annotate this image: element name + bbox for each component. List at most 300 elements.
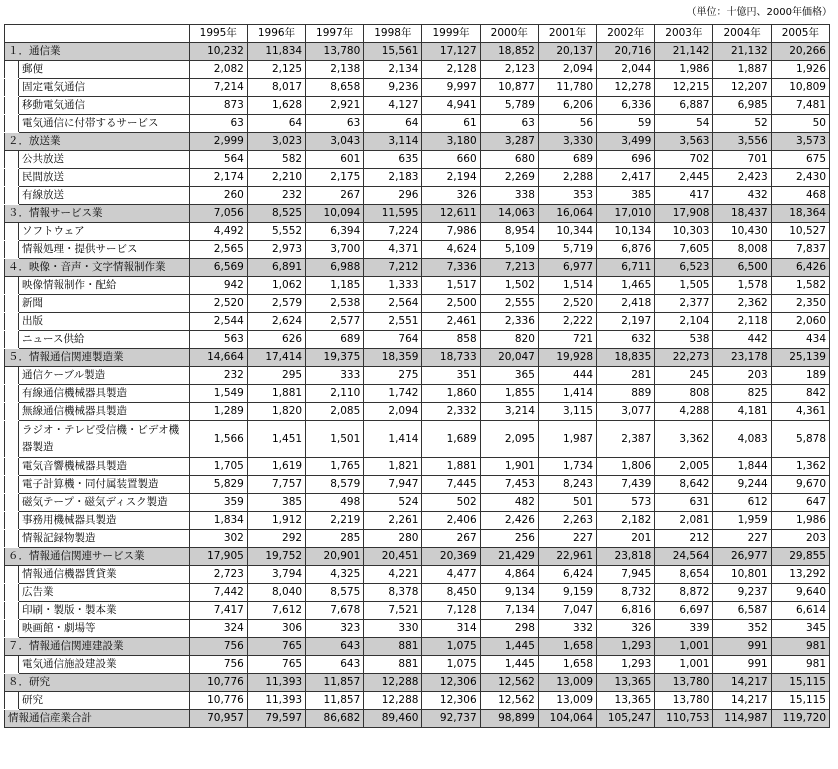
row-value: 1,185 (306, 277, 364, 295)
row-value: 1,987 (538, 421, 596, 458)
table-row (5, 385, 830, 403)
row-label: 通信ケーブル製造 (19, 367, 190, 385)
row-label: 移動電気通信 (19, 97, 190, 115)
row-value: 2,183 (364, 169, 422, 187)
section-value: 3,499 (597, 133, 655, 151)
row-value: 201 (597, 530, 655, 548)
section-value: 18,437 (713, 205, 771, 223)
row-value: 323 (306, 620, 364, 638)
section-value: 18,852 (480, 43, 538, 61)
row-label: ソフトウェア (19, 223, 190, 241)
row-value: 1,619 (247, 458, 305, 476)
row-value: 314 (422, 620, 480, 638)
row-value: 991 (713, 656, 771, 674)
row-value: 756 (189, 656, 247, 674)
section-value: 19,928 (538, 349, 596, 367)
row-value: 9,159 (538, 584, 596, 602)
row-value: 1,001 (655, 656, 713, 674)
row-value: 345 (771, 620, 829, 638)
row-value: 573 (597, 494, 655, 512)
row-value: 820 (480, 331, 538, 349)
table-row (5, 79, 830, 97)
table-row (5, 241, 830, 259)
row-value: 1,806 (597, 458, 655, 476)
row-value: 7,837 (771, 241, 829, 259)
row-value: 295 (247, 367, 305, 385)
row-value: 333 (306, 367, 364, 385)
row-value: 1,834 (189, 512, 247, 530)
unit-note: （単位：十億円、2000年価格） (686, 7, 832, 18)
row-value: 61 (422, 115, 480, 133)
row-value: 2,426 (480, 512, 538, 530)
row-value: 2,081 (655, 512, 713, 530)
row-label: 有線放送 (19, 187, 190, 205)
section-label: ４．映像・音声・文字情報制作業 (5, 259, 190, 277)
row-value: 2,377 (655, 295, 713, 313)
row-value: 7,224 (364, 223, 422, 241)
section-value: 881 (364, 638, 422, 656)
year-header: 2001年 (538, 25, 596, 43)
row-value: 2,723 (189, 566, 247, 584)
section-value: 12,562 (480, 674, 538, 692)
section-value: 21,429 (480, 548, 538, 566)
row-value: 660 (422, 151, 480, 169)
row-value: 563 (189, 331, 247, 349)
row-value: 5,109 (480, 241, 538, 259)
table-row (5, 403, 830, 421)
row-value: 7,678 (306, 602, 364, 620)
table-row (5, 512, 830, 530)
row-value: 302 (189, 530, 247, 548)
section-value: 22,273 (655, 349, 713, 367)
section-value: 15,115 (771, 674, 829, 692)
table-row (5, 692, 830, 710)
section-value: 17,127 (422, 43, 480, 61)
row-value: 825 (713, 385, 771, 403)
row-value: 385 (247, 494, 305, 512)
row-value: 280 (364, 530, 422, 548)
row-value: 7,945 (597, 566, 655, 584)
row-value: 54 (655, 115, 713, 133)
row-value: 8,658 (306, 79, 364, 97)
year-header: 1998年 (364, 25, 422, 43)
row-value: 1,821 (364, 458, 422, 476)
row-value: 1,465 (597, 277, 655, 295)
row-value: 2,551 (364, 313, 422, 331)
row-value: 4,624 (422, 241, 480, 259)
row-value: 1,959 (713, 512, 771, 530)
row-label: 印刷・製版・製本業 (19, 602, 190, 620)
row-value: 2,118 (713, 313, 771, 331)
section-value: 20,901 (306, 548, 364, 566)
section-value: 19,375 (306, 349, 364, 367)
row-value: 9,640 (771, 584, 829, 602)
row-value: 6,614 (771, 602, 829, 620)
row-value: 612 (713, 494, 771, 512)
section-value: 981 (771, 638, 829, 656)
row-value: 4,221 (364, 566, 422, 584)
section-value: 17,905 (189, 548, 247, 566)
row-value: 2,128 (422, 61, 480, 79)
row-value: 8,579 (306, 476, 364, 494)
row-value: 2,406 (422, 512, 480, 530)
row-value: 1,075 (422, 656, 480, 674)
row-value: 2,430 (771, 169, 829, 187)
table-row (5, 295, 830, 313)
row-value: 2,423 (713, 169, 771, 187)
section-row (5, 349, 830, 367)
row-value: 696 (597, 151, 655, 169)
row-value: 6,587 (713, 602, 771, 620)
row-label: 磁気テープ・磁気ディスク製造 (19, 494, 190, 512)
row-value: 1,658 (538, 656, 596, 674)
row-value: 10,134 (597, 223, 655, 241)
section-row (5, 548, 830, 566)
table-row (5, 313, 830, 331)
indent-cell (5, 566, 19, 584)
row-value: 232 (189, 367, 247, 385)
row-value: 232 (247, 187, 305, 205)
row-value: 2,973 (247, 241, 305, 259)
row-value: 1,765 (306, 458, 364, 476)
section-value: 20,716 (597, 43, 655, 61)
row-value: 1,445 (480, 656, 538, 674)
table-row (5, 566, 830, 584)
row-label: 電気通信施設建設業 (19, 656, 190, 674)
section-value: 643 (306, 638, 364, 656)
row-value: 8,008 (713, 241, 771, 259)
row-value: 7,134 (480, 602, 538, 620)
header-row (5, 25, 830, 43)
row-value: 11,393 (247, 692, 305, 710)
section-value: 20,451 (364, 548, 422, 566)
row-value: 643 (306, 656, 364, 674)
section-value: 18,733 (422, 349, 480, 367)
section-row (5, 259, 830, 277)
row-value: 1,881 (422, 458, 480, 476)
section-value: 17,414 (247, 349, 305, 367)
row-value: 2,210 (247, 169, 305, 187)
row-value: 2,005 (655, 458, 713, 476)
row-value: 1,860 (422, 385, 480, 403)
row-value: 417 (655, 187, 713, 205)
row-value: 10,430 (713, 223, 771, 241)
row-label: 映像情報制作・配給 (19, 277, 190, 295)
row-value: 8,575 (306, 584, 364, 602)
table-row (5, 277, 830, 295)
section-value: 6,523 (655, 259, 713, 277)
row-value: 2,263 (538, 512, 596, 530)
row-value: 13,292 (771, 566, 829, 584)
indent-cell (5, 602, 19, 620)
section-value: 6,500 (713, 259, 771, 277)
row-value: 1,293 (597, 656, 655, 674)
row-value: 2,418 (597, 295, 655, 313)
row-label: 映画館・劇場等 (19, 620, 190, 638)
row-value: 721 (538, 331, 596, 349)
table-row (5, 61, 830, 79)
section-row (5, 674, 830, 692)
row-value: 4,127 (364, 97, 422, 115)
row-value: 6,887 (655, 97, 713, 115)
row-value: 2,219 (306, 512, 364, 530)
indent-cell (5, 313, 19, 331)
row-value: 5,552 (247, 223, 305, 241)
section-value: 13,780 (655, 674, 713, 692)
row-value: 2,520 (538, 295, 596, 313)
row-value: 9,236 (364, 79, 422, 97)
row-value: 9,997 (422, 79, 480, 97)
year-header: 1997年 (306, 25, 364, 43)
row-value: 6,206 (538, 97, 596, 115)
row-value: 2,194 (422, 169, 480, 187)
row-label: 郵便 (19, 61, 190, 79)
section-value: 20,047 (480, 349, 538, 367)
row-value: 1,566 (189, 421, 247, 458)
section-value: 3,180 (422, 133, 480, 151)
row-value: 1,855 (480, 385, 538, 403)
row-value: 2,332 (422, 403, 480, 421)
row-value: 292 (247, 530, 305, 548)
table-row (5, 458, 830, 476)
section-value: 11,857 (306, 674, 364, 692)
row-label: 情報記録物製造 (19, 530, 190, 548)
row-value: 11,857 (306, 692, 364, 710)
row-value: 2,182 (597, 512, 655, 530)
section-label: ２．放送業 (5, 133, 190, 151)
indent-cell (5, 530, 19, 548)
total-value: 104,064 (538, 710, 596, 728)
row-value: 6,816 (597, 602, 655, 620)
table-row (5, 584, 830, 602)
section-label: ６．情報通信関連サービス業 (5, 548, 190, 566)
row-value: 2,082 (189, 61, 247, 79)
row-value: 7,612 (247, 602, 305, 620)
year-header: 2003年 (655, 25, 713, 43)
row-value: 8,378 (364, 584, 422, 602)
row-value: 2,261 (364, 512, 422, 530)
row-value: 1,689 (422, 421, 480, 458)
row-value: 7,445 (422, 476, 480, 494)
row-value: 3,700 (306, 241, 364, 259)
row-value: 442 (713, 331, 771, 349)
row-value: 601 (306, 151, 364, 169)
table-row (5, 530, 830, 548)
row-label: ニュース供給 (19, 331, 190, 349)
table-row (5, 620, 830, 638)
section-value: 13,365 (597, 674, 655, 692)
section-value: 3,114 (364, 133, 422, 151)
row-value: 1,414 (364, 421, 422, 458)
indent-cell (5, 584, 19, 602)
row-value: 1,734 (538, 458, 596, 476)
row-value: 260 (189, 187, 247, 205)
indent-cell (5, 97, 19, 115)
indent-cell (5, 494, 19, 512)
row-value: 359 (189, 494, 247, 512)
row-value: 5,829 (189, 476, 247, 494)
indent-cell (5, 331, 19, 349)
row-value: 63 (480, 115, 538, 133)
section-value: 15,561 (364, 43, 422, 61)
table-row (5, 169, 830, 187)
row-value: 1,414 (538, 385, 596, 403)
header-corner (5, 25, 190, 43)
section-value: 3,563 (655, 133, 713, 151)
row-value: 842 (771, 385, 829, 403)
section-value: 1,075 (422, 638, 480, 656)
industry-output-table (4, 24, 830, 728)
section-value: 14,664 (189, 349, 247, 367)
row-value: 8,450 (422, 584, 480, 602)
row-value: 10,809 (771, 79, 829, 97)
section-value: 14,217 (713, 674, 771, 692)
year-header: 1999年 (422, 25, 480, 43)
row-value: 352 (713, 620, 771, 638)
table-row (5, 331, 830, 349)
row-value: 2,269 (480, 169, 538, 187)
row-value: 256 (480, 530, 538, 548)
table-row (5, 151, 830, 169)
row-value: 764 (364, 331, 422, 349)
row-value: 564 (189, 151, 247, 169)
year-header: 1996年 (247, 25, 305, 43)
row-value: 8,040 (247, 584, 305, 602)
section-label: ８．研究 (5, 674, 190, 692)
row-value: 5,719 (538, 241, 596, 259)
row-value: 227 (538, 530, 596, 548)
section-row (5, 43, 830, 61)
section-row (5, 133, 830, 151)
section-value: 991 (713, 638, 771, 656)
row-value: 9,237 (713, 584, 771, 602)
row-value: 2,461 (422, 313, 480, 331)
row-value: 2,175 (306, 169, 364, 187)
row-value: 1,578 (713, 277, 771, 295)
total-value: 86,682 (306, 710, 364, 728)
row-value: 227 (713, 530, 771, 548)
section-value: 6,569 (189, 259, 247, 277)
row-value: 7,521 (364, 602, 422, 620)
section-label: ３．情報サービス業 (5, 205, 190, 223)
section-value: 29,855 (771, 548, 829, 566)
section-value: 22,961 (538, 548, 596, 566)
row-value: 1,742 (364, 385, 422, 403)
row-value: 275 (364, 367, 422, 385)
row-value: 7,481 (771, 97, 829, 115)
row-value: 1,549 (189, 385, 247, 403)
row-value: 2,060 (771, 313, 829, 331)
section-value: 23,178 (713, 349, 771, 367)
row-value: 7,986 (422, 223, 480, 241)
row-value: 7,214 (189, 79, 247, 97)
section-value: 17,908 (655, 205, 713, 223)
section-value: 3,556 (713, 133, 771, 151)
table-row (5, 656, 830, 674)
indent-cell (5, 476, 19, 494)
section-value: 1,001 (655, 638, 713, 656)
table-row (5, 602, 830, 620)
row-value: 7,605 (655, 241, 713, 259)
table-row (5, 476, 830, 494)
row-value: 2,520 (189, 295, 247, 313)
row-value: 6,697 (655, 602, 713, 620)
indent-cell (5, 367, 19, 385)
section-value: 20,266 (771, 43, 829, 61)
row-value: 631 (655, 494, 713, 512)
year-header: 2002年 (597, 25, 655, 43)
indent-cell (5, 656, 19, 674)
year-header: 2000年 (480, 25, 538, 43)
row-value: 444 (538, 367, 596, 385)
row-value: 2,094 (538, 61, 596, 79)
section-value: 6,711 (597, 259, 655, 277)
row-value: 64 (247, 115, 305, 133)
section-value: 23,818 (597, 548, 655, 566)
row-value: 351 (422, 367, 480, 385)
row-value: 632 (597, 331, 655, 349)
row-value: 2,123 (480, 61, 538, 79)
row-value: 3,115 (538, 403, 596, 421)
row-value: 2,417 (597, 169, 655, 187)
row-value: 1,881 (247, 385, 305, 403)
indent-cell (5, 692, 19, 710)
row-value: 8,732 (597, 584, 655, 602)
row-value: 6,394 (306, 223, 364, 241)
row-value: 12,306 (422, 692, 480, 710)
row-value: 4,864 (480, 566, 538, 584)
section-value: 3,023 (247, 133, 305, 151)
indent-cell (5, 61, 19, 79)
row-value: 4,941 (422, 97, 480, 115)
section-value: 1,658 (538, 638, 596, 656)
row-value: 6,985 (713, 97, 771, 115)
table-row (5, 421, 830, 458)
total-value: 89,460 (364, 710, 422, 728)
row-value: 12,562 (480, 692, 538, 710)
section-label: １．通信業 (5, 43, 190, 61)
row-value: 2,577 (306, 313, 364, 331)
section-value: 7,213 (480, 259, 538, 277)
row-value: 701 (713, 151, 771, 169)
row-value: 689 (538, 151, 596, 169)
indent-cell (5, 79, 19, 97)
row-value: 1,333 (364, 277, 422, 295)
row-value: 2,197 (597, 313, 655, 331)
section-value: 16,064 (538, 205, 596, 223)
row-value: 13,365 (597, 692, 655, 710)
year-header: 2004年 (713, 25, 771, 43)
section-value: 8,525 (247, 205, 305, 223)
row-value: 189 (771, 367, 829, 385)
row-label: 有線通信機械器具製造 (19, 385, 190, 403)
section-value: 6,891 (247, 259, 305, 277)
indent-cell (5, 421, 19, 458)
section-value: 12,611 (422, 205, 480, 223)
row-value: 212 (655, 530, 713, 548)
row-value: 2,500 (422, 295, 480, 313)
row-value: 8,872 (655, 584, 713, 602)
table-row (5, 115, 830, 133)
row-value: 1,582 (771, 277, 829, 295)
row-label: 新聞 (19, 295, 190, 313)
row-value: 339 (655, 620, 713, 638)
row-value: 8,243 (538, 476, 596, 494)
row-value: 3,077 (597, 403, 655, 421)
row-value: 9,670 (771, 476, 829, 494)
row-value: 1,514 (538, 277, 596, 295)
row-value: 6,424 (538, 566, 596, 584)
